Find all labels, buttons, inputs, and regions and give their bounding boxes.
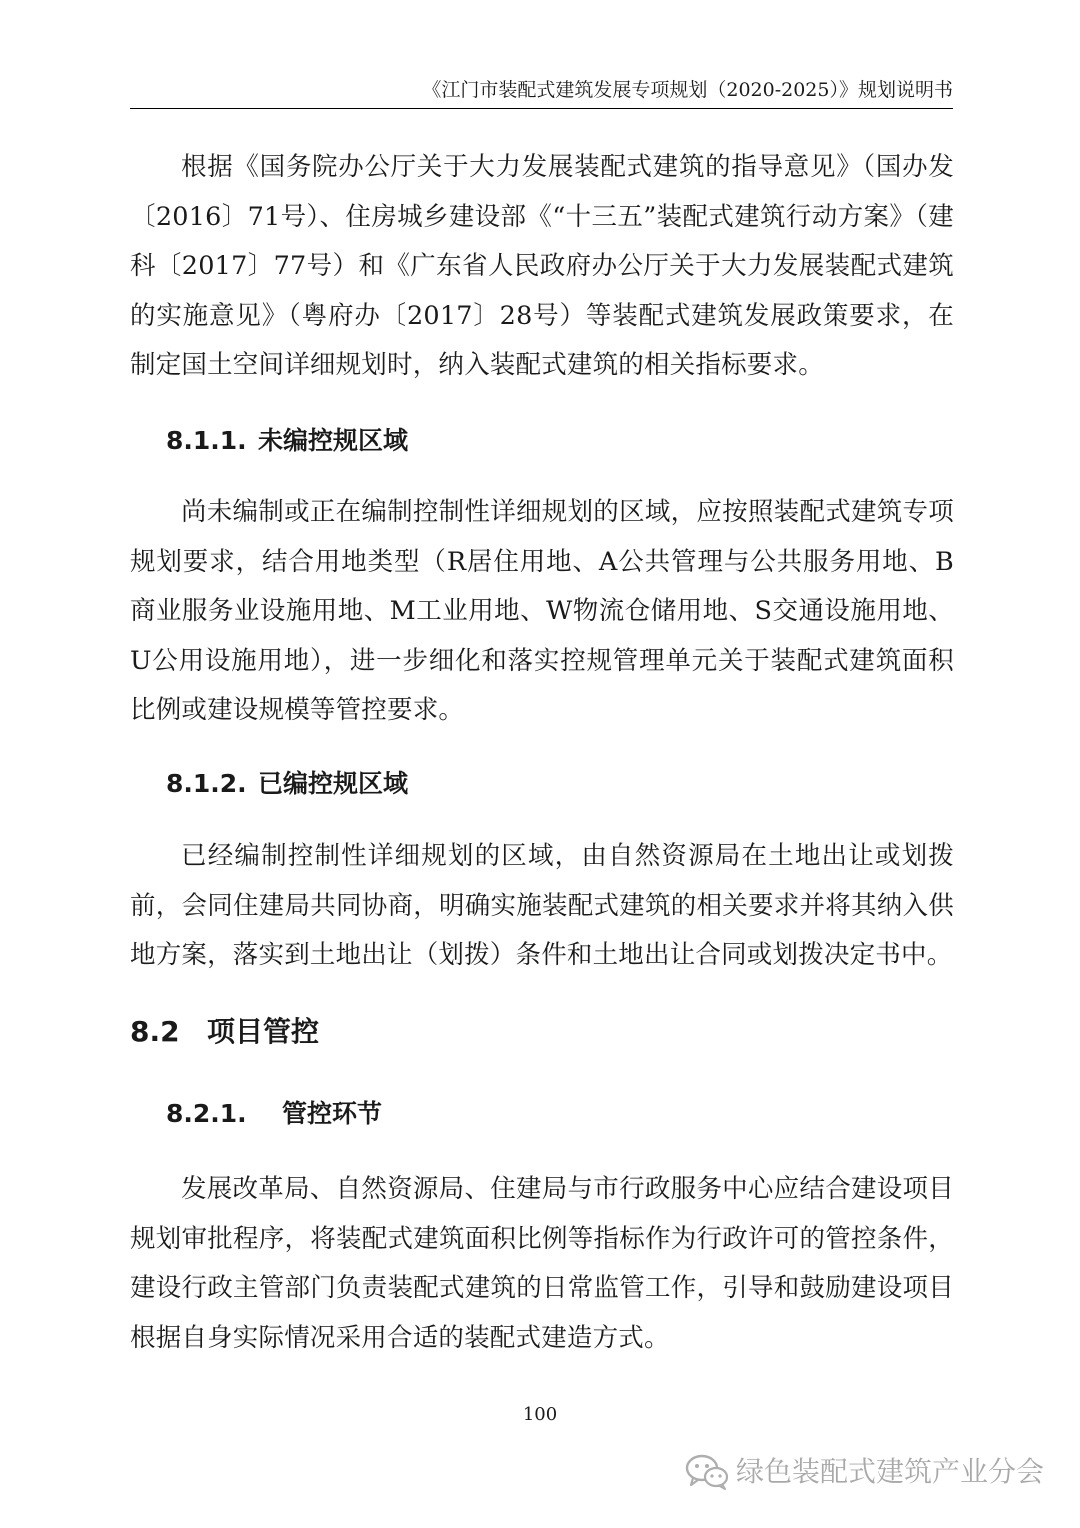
- heading-8-2-1: [166, 1097, 382, 1131]
- heading-number: 8.1.1.: [166, 426, 247, 455]
- heading-text: 项目管控: [207, 1015, 320, 1048]
- watermark-text: 绿色装配式建筑产业分会: [735, 1455, 1044, 1488]
- wechat-icon: [684, 1452, 730, 1492]
- paragraph-8-2-1: 发展改革局、自然资源局、住建局与市行政服务中心应结合建设项目规划审批程序，将装配式建筑面积比例等指标作为行政许可的管控条件，建设行政主管部门负责装配式建筑的日常监管工作，引导和鼓励建设项目根据自身实际情况采用合适的装配式建造方式。: [130, 1174, 954, 1353]
- heading-number: 8.2: [130, 1015, 180, 1048]
- heading-8-2: [130, 1013, 319, 1051]
- intro-paragraph: 根据《国务院办公厅关于大力发展装配式建筑的指导意见》（国办发〔2016〕71号）、住房城乡建设部《“十三五”装配式建筑行动方案》（建科〔2017〕77号）和《广东省人民政府办公厅关于大力发展装配式建筑的实施意见》（粤府办〔2017〕28号）等装配式建筑发展政策要求，在制定国土空间详细规划时，纳入装配式建筑的相关指标要求。: [130, 152, 954, 380]
- heading-text: 未编控规区域: [258, 426, 409, 455]
- page-number: 100: [522, 1404, 558, 1425]
- heading-8-1-2: [166, 767, 408, 801]
- heading-number: 8.1.2.: [166, 769, 247, 798]
- heading-number: 8.2.1.: [166, 1099, 247, 1128]
- heading-text: 已编控规区域: [258, 769, 409, 798]
- running-header: [130, 76, 953, 109]
- document-title: 《江门市装配式建筑发展专项规划（2020-2025）》规划说明书: [422, 79, 953, 101]
- watermark: [684, 1452, 1044, 1492]
- paragraph-8-1-1: 尚未编制或正在编制控制性详细规划的区域，应按照装配式建筑专项规划要求，结合用地类型（R居住用地、A公共管理与公共服务用地、B商业服务业设施用地、M工业用地、W物流仓储用地、S交通设施用地、U公用设施用地），进一步细化和落实控规管理单元关于装配式建筑面积比例或建设规模等管控要求。: [130, 497, 954, 725]
- paragraph-8-1-2: 已经编制控制性详细规划的区域，由自然资源局在土地出让或划拨前，会同住建局共同协商，明确实施装配式建筑的相关要求并将其纳入供地方案，落实到土地出让（划拨）条件和土地出让合同或划拨决定书中。: [130, 841, 954, 970]
- heading-8-1-1: [166, 424, 408, 458]
- heading-text: 管控环节: [282, 1099, 383, 1128]
